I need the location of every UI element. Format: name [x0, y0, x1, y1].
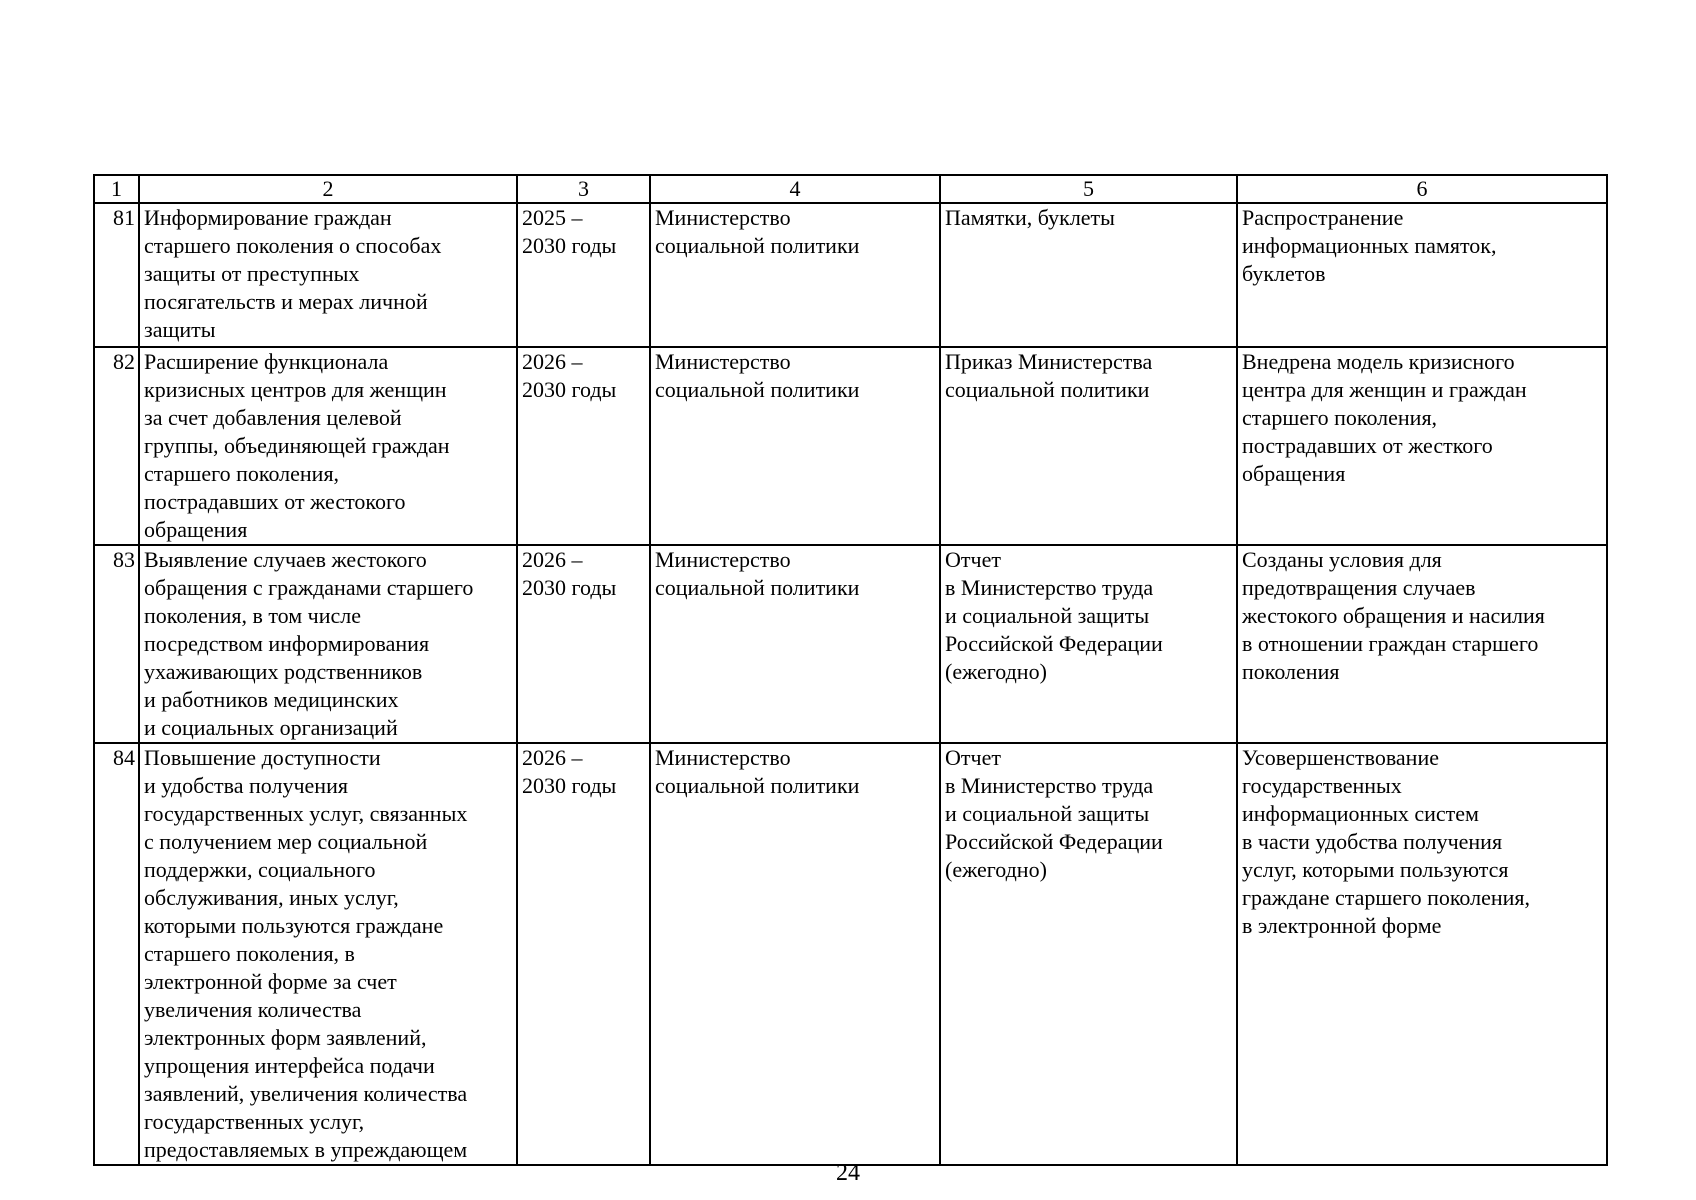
- result-cell: Внедрена модель кризисного центра для женщин и граждан старшего поколения, пострадавших от жесткого обращения: [1237, 347, 1607, 545]
- row-number: 82: [94, 347, 139, 545]
- table-row: [94, 545, 1607, 743]
- period-cell: 2026 – 2030 годы: [517, 347, 650, 545]
- column-header-6: 6: [1237, 175, 1607, 203]
- document-cell: Приказ Министерства социальной политики: [940, 347, 1237, 545]
- measures-table: [93, 174, 1608, 1166]
- table-row: [94, 347, 1607, 545]
- row-number: 83: [94, 545, 139, 743]
- period-cell: 2026 – 2030 годы: [517, 545, 650, 743]
- measure-cell: Информирование граждан старшего поколения о способах защиты от преступных посягательств и мерах личной защиты: [139, 203, 517, 347]
- table-row: [94, 203, 1607, 347]
- column-header-1: 1: [94, 175, 139, 203]
- result-cell: Усовершенствование государственных информационных систем в части удобства получения услуг, которыми пользуются граждане старшего поколения, в электронной форме: [1237, 743, 1607, 1165]
- period-cell: 2026 – 2030 годы: [517, 743, 650, 1165]
- measure-cell: Выявление случаев жестокого обращения с гражданами старшего поколения, в том числе посредством информирования ухаживающих родственников и работников медицинских и социальных организаций: [139, 545, 517, 743]
- document-cell: Отчет в Министерство труда и социальной защиты Российской Федерации (ежегодно): [940, 743, 1237, 1165]
- column-header-3: 3: [517, 175, 650, 203]
- result-cell: Распространение информационных памяток, буклетов: [1237, 203, 1607, 347]
- responsible-cell: Министерство социальной политики: [650, 545, 940, 743]
- measure-cell: Расширение функционала кризисных центров для женщин за счет добавления целевой группы, объединяющей граждан старшего поколения, пострадавших от жестокого обращения: [139, 347, 517, 545]
- document-cell: Памятки, буклеты: [940, 203, 1237, 347]
- result-cell: Созданы условия для предотвращения случаев жестокого обращения и насилия в отношении граждан старшего поколения: [1237, 545, 1607, 743]
- document-cell: Отчет в Министерство труда и социальной защиты Российской Федерации (ежегодно): [940, 545, 1237, 743]
- column-header-5: 5: [940, 175, 1237, 203]
- table-row: [94, 743, 1607, 1165]
- responsible-cell: Министерство социальной политики: [650, 203, 940, 347]
- column-header-4: 4: [650, 175, 940, 203]
- row-number: 81: [94, 203, 139, 347]
- period-cell: 2025 – 2030 годы: [517, 203, 650, 347]
- table-header-row: [94, 175, 1607, 203]
- responsible-cell: Министерство социальной политики: [650, 743, 940, 1165]
- page-number: 24: [836, 1160, 860, 1186]
- column-header-2: 2: [139, 175, 517, 203]
- row-number: 84: [94, 743, 139, 1165]
- responsible-cell: Министерство социальной политики: [650, 347, 940, 545]
- measure-cell: Повышение доступности и удобства получения государственных услуг, связанных с получением мер социальной поддержки, социального обслуживания, иных услуг, которыми пользуются граждане старшего поколения, в электронной форме за счет увеличения количества электронных форм заявлений, упрощения интерфейса подачи заявлений, увеличения количества государственных услуг, предоставляемых в упреждающем: [139, 743, 517, 1165]
